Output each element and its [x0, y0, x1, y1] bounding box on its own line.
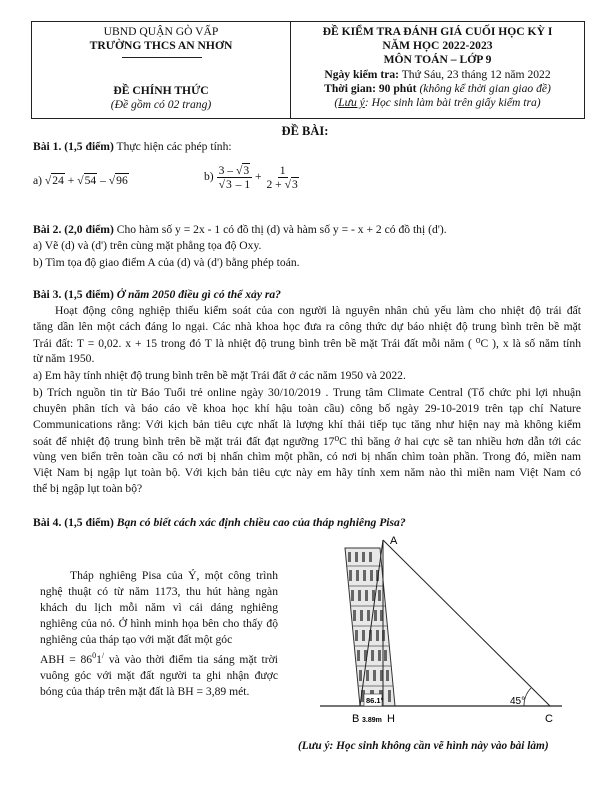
exam-title: ĐỀ KIỂM TRA ĐÁNH GIÁ CUỐI HỌC KỲ I [322, 25, 553, 38]
bai3-b-line: Việt Nam bị ngập lụt toàn bộ. Với kịch bản tiêu cực này em hãy tính xem năm nào thì miền nam Việt Nam có [33, 466, 581, 479]
exam-note: (Lưu ý: Học sinh làm bài trên giấy kiểm tra) [334, 96, 541, 109]
angle-b-label: 86.1° [366, 696, 384, 705]
bai2-heading: Bài 2. (2,0 điểm) Cho hàm số y = 2x - 1 có đồ thị (d) và hàm số y = - x + 2 có đồ thị (d'). [33, 223, 447, 236]
page-title: ĐỀ BÀI: [281, 124, 329, 138]
bai3-a: a) Em hãy tính nhiệt độ trung bình trên bề mặt Trái đất ở các năm 1950 và 2022. [33, 369, 406, 382]
bai1-heading: Bài 1. (1,5 điểm) Thực hiện các phép tính: [33, 140, 232, 153]
bai3-b-line: vùng ven biển trên toàn cầu có nơi bị nhấn chìm một phần, có nơi bị nhấn chìm toàn phần. Trong đó, miền nam [33, 450, 581, 463]
segment-ac [383, 540, 550, 706]
bai4-heading: Bài 4. (1,5 điểm) Bạn có biết cách xác định chiều cao của tháp nghiêng Pisa? [33, 516, 406, 529]
bai3-b-line: soát để nhiệt độ trung bình trên bề mặt trái đất đạt ngưỡng 17⁰C thì băng ở hai cực sẽ tan nhiều hơn dẫn tới các [33, 435, 581, 448]
district-name: UBND QUẬN GÒ VẤP [103, 25, 219, 38]
bai4-paragraph: Tháp nghiêng Pisa của Ý, một công trình nghệ thuật có từ năm 1173, thu hút hàng ngàn khách du lịch mỗi năm vì cái dáng nghiêng nghiêng của nó. Ở hình minh họa bên cho thấy độ nghiêng của tháp tạo với mặt đất một góc [40, 569, 278, 646]
point-h-label: H [387, 713, 395, 725]
page-count: (Đề gồm có 02 trang) [110, 98, 212, 111]
exam-time: Thời gian: 90 phút (không kể thời gian giao đề) [324, 82, 551, 95]
angle-c-label: 45° [510, 696, 526, 707]
bai2-a: a) Vẽ (d) và (d') trên cùng mặt phẳng tọa độ Oxy. [33, 239, 262, 252]
pisa-figure [300, 528, 570, 728]
bai3-heading: Bài 3. (1,5 điểm) Ở năm 2050 điều gì có thể xảy ra? [33, 288, 281, 301]
header-box [31, 21, 585, 119]
bai4-angle-text: ABH = $86^01^/$ và vào thời điểm tia sáng mặt trời vuông góc với mặt đất người ta ghi nhận được bóng của tháp trên mặt đất là BH = 3,89 mét. [40, 651, 278, 698]
bai3-b-line: b) Trích nguồn tin từ Báo Tuổi trẻ online ngày 30/10/2019 . Trung tâm Climate Central (Tổ chức phi lợi nhuận [33, 386, 581, 399]
bai3-p1-line: tăng dần lên một cách đáng lo ngại. Các nhà khoa học đưa ra công thức dự báo nhiệt độ trung bình trên bề mặt [33, 320, 581, 333]
bai3-b-line: Communications rằng: Với kịch bản tiêu cực nhất là lượng khí thải tiếp tục tăng như hiện nay mà không kiểm [33, 418, 581, 431]
bai3-b-line: thể bị ngập lụt toàn bộ? [33, 482, 143, 495]
pisa-tower [345, 548, 395, 706]
point-b-label: B [352, 713, 360, 725]
subject: MÔN TOÁN – LỚP 9 [383, 53, 492, 66]
school-underline [122, 57, 202, 58]
bai1-b-fraction-2: $\frac{1}{2 + √3}$ [266, 164, 298, 191]
school-year: NĂM HỌC 2022-2023 [382, 39, 493, 52]
school-name: TRƯỜNG THCS AN NHƠN [89, 39, 233, 52]
bai1-b: b) $\frac{3 - √3}{√3 - 1}$ + $\frac{1}{2 + √3}$ [204, 164, 301, 191]
bai2-b: b) Tìm tọa độ giao điểm A của (d) và (d') bằng phép toán. [33, 256, 300, 269]
official-label: ĐỀ CHÍNH THỨC [113, 84, 209, 97]
bai3-b-line: chuyên phân tích và báo cáo về khoa học khí hậu toàn cầu) công bố ngày 29-10-2019 trên tạp chí Nature [33, 402, 581, 415]
point-a-label: A [390, 535, 398, 547]
bai3-p1-line: Hoạt động công nghiệp thiếu kiểm soát của con người là nguyên nhân chủ yếu làm cho nhiệt độ trái đất [55, 304, 581, 317]
point-c-label: C [545, 713, 553, 725]
exam-date: Ngày kiểm tra: Thứ Sáu, 23 tháng 12 năm 2022 [324, 68, 551, 81]
bai1-b-fraction-1: $\frac{3 - √3}{√3 - 1}$ [218, 164, 251, 191]
bh-length-label: 3.89m [362, 717, 382, 724]
bai1-a: a) √24 + √54 – √96 [33, 174, 128, 187]
bai3-p1-line: Trái đất: T = 0,02. x + 15 trong đó T là nhiệt độ trung bình trên bề mặt Trái đất mỗi năm ( ⁰C ), x là số năm tính [33, 337, 581, 350]
figure-note: (Lưu ý: Học sinh không cần vẽ hình này vào bài làm) [298, 740, 549, 752]
bai3-p1-line: từ năm 1950. [33, 352, 95, 365]
